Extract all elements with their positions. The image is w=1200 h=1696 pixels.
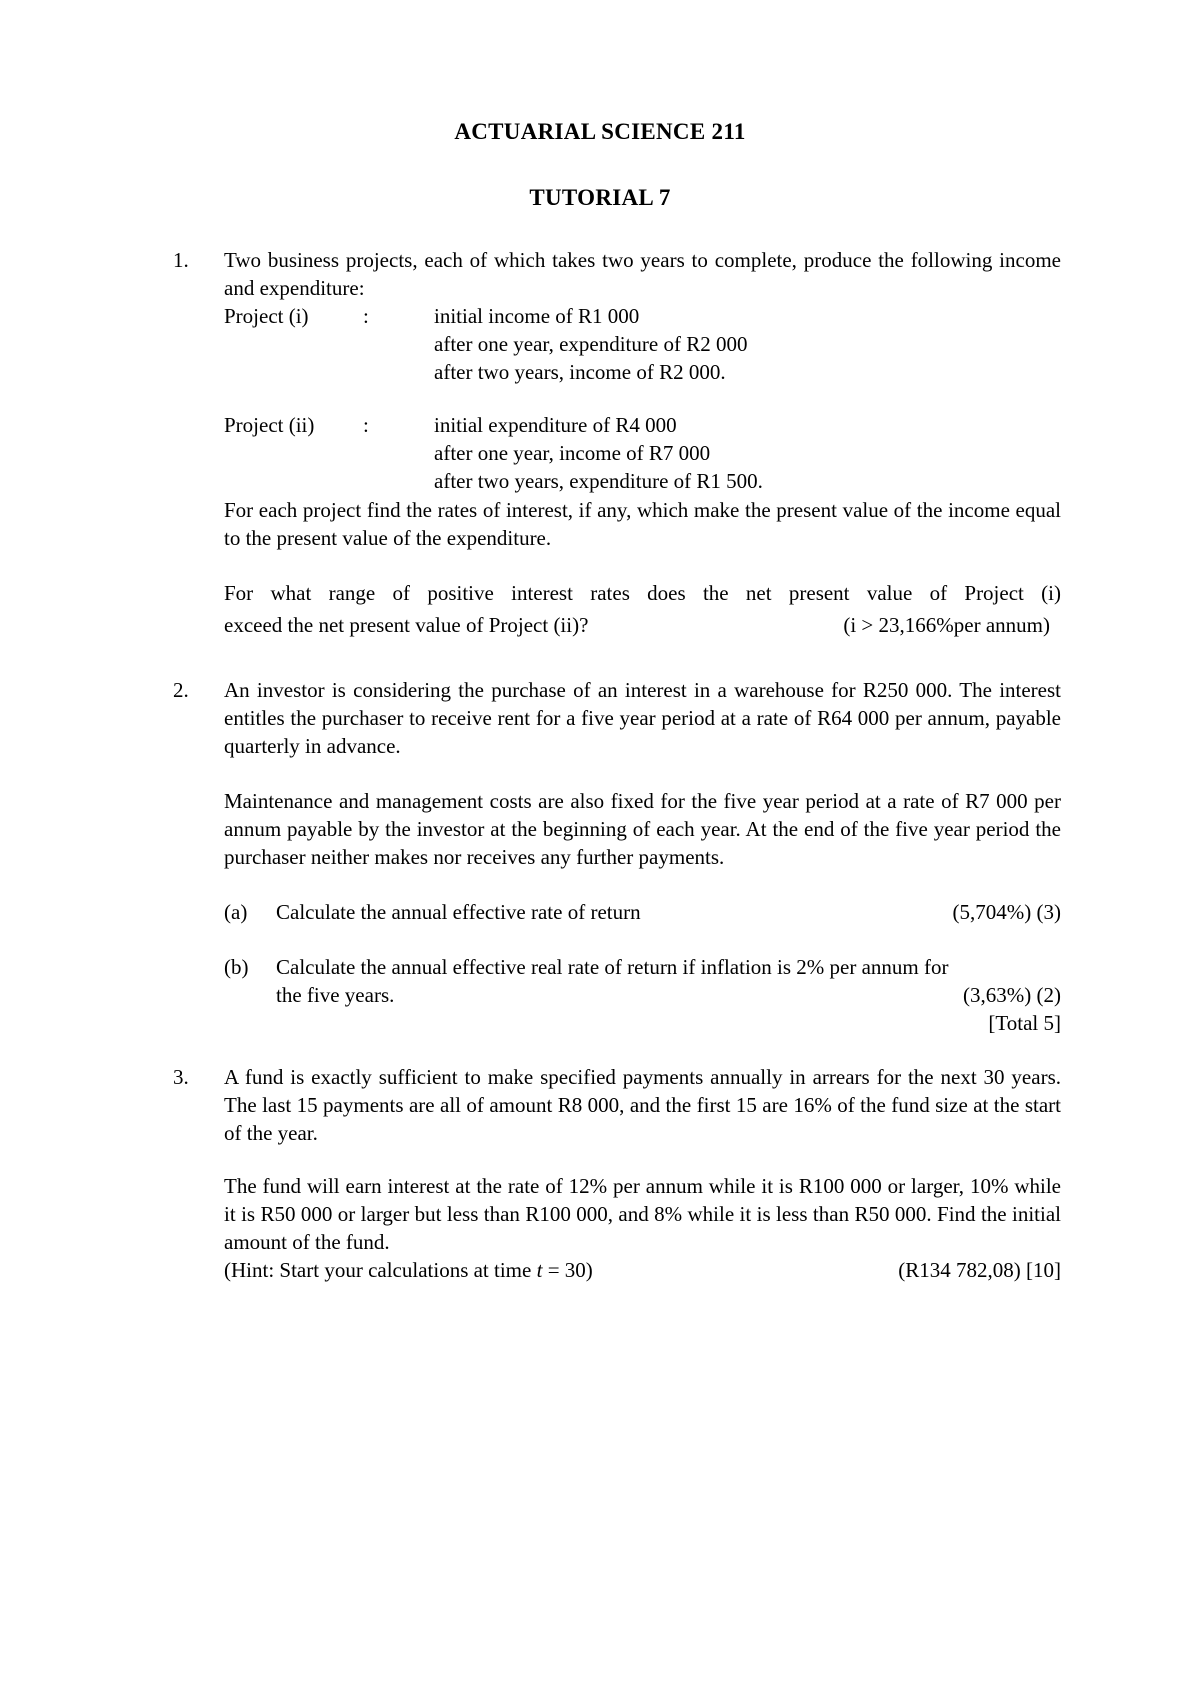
project-i-colon: :	[363, 304, 369, 328]
question-2-number: 2.	[173, 678, 189, 702]
question-1-number: 1.	[173, 248, 189, 272]
project-i-line-1: initial income of R1 000	[434, 304, 640, 328]
question-1-task: For each project find the rates of interest, if any, which make the present value of the income equal to the present value of the expenditure.	[224, 498, 1061, 550]
time-variable: t	[536, 1258, 543, 1282]
question-2b-letter: (b)	[224, 955, 249, 979]
question-2b-line-1: Calculate the annual effective real rate of return if inflation is 2% per annum for	[276, 955, 949, 979]
question-2-para-1: An investor is considering the purchase of an interest in a warehouse for R250 000. The interest entitles the purchaser to receive rent for a five year period at a rate of R64 000 per annum, payable quarterly in advance.	[224, 678, 1061, 758]
question-1-range	[224, 579, 1061, 639]
project-i-label: Project (i)	[224, 304, 309, 328]
project-ii-line-3: after two years, expenditure of R1 500.	[434, 469, 763, 493]
project-ii-label: Project (ii)	[224, 413, 315, 437]
question-3-answer: (R134 782,08) [10]	[898, 1258, 1061, 1282]
project-i-line-2: after one year, expenditure of R2 000	[434, 332, 748, 356]
question-1-answer: (i > 23,166%per annum)	[843, 613, 1050, 637]
question-3-hint: (Hint: Start your calculations at time t = 30)	[224, 1258, 593, 1282]
question-2a-text: Calculate the annual effective rate of return	[276, 900, 641, 924]
question-2b-answer: (3,63%) (2)	[963, 983, 1061, 1007]
project-i-line-3: after two years, income of R2 000.	[434, 360, 726, 384]
question-2-para-2: Maintenance and management costs are also fixed for the five year period at a rate of R7 000 per annum payable by the investor at the beginning of each year. At the end of the five year period the purchaser neither makes nor receives any further payments.	[224, 789, 1061, 869]
question-2a-letter: (a)	[224, 900, 248, 924]
course-title: ACTUARIAL SCIENCE 211	[454, 119, 746, 144]
project-i	[224, 302, 1061, 386]
project-ii-line-1: initial expenditure of R4 000	[434, 413, 677, 437]
project-ii-line-2: after one year, income of R7 000	[434, 441, 711, 465]
project-ii-colon: :	[363, 413, 369, 437]
question-1-range-line-2: exceed the net present value of Project (ii)?	[224, 613, 589, 637]
tutorial-title: TUTORIAL 7	[529, 185, 671, 210]
question-2-total: [Total 5]	[988, 1011, 1061, 1035]
question-3-para-1: A fund is exactly sufficient to make specified payments annually in arrears for the next 30 years. The last 15 payments are all of amount R8 000, and the first 15 are 16% of the fund size at the start of the year.	[224, 1065, 1061, 1145]
project-ii	[224, 411, 1061, 495]
question-3-para-2: The fund will earn interest at the rate of 12% per annum while it is R100 000 or larger, 10% while it is R50 000 or larger but less than R100 000, and 8% while it is less than R50 000. Find the initial amount of the fund.	[224, 1174, 1061, 1254]
question-1-range-line-1: For what range of positive interest rates does the net present value of Project (i)	[224, 581, 1061, 605]
question-3-number: 3.	[173, 1065, 189, 1089]
question-2b-line-2: the five years.	[276, 983, 395, 1007]
question-2a-answer: (5,704%) (3)	[952, 900, 1061, 924]
question-1-intro: Two business projects, each of which takes two years to complete, produce the following income and expenditure:	[224, 248, 1061, 300]
